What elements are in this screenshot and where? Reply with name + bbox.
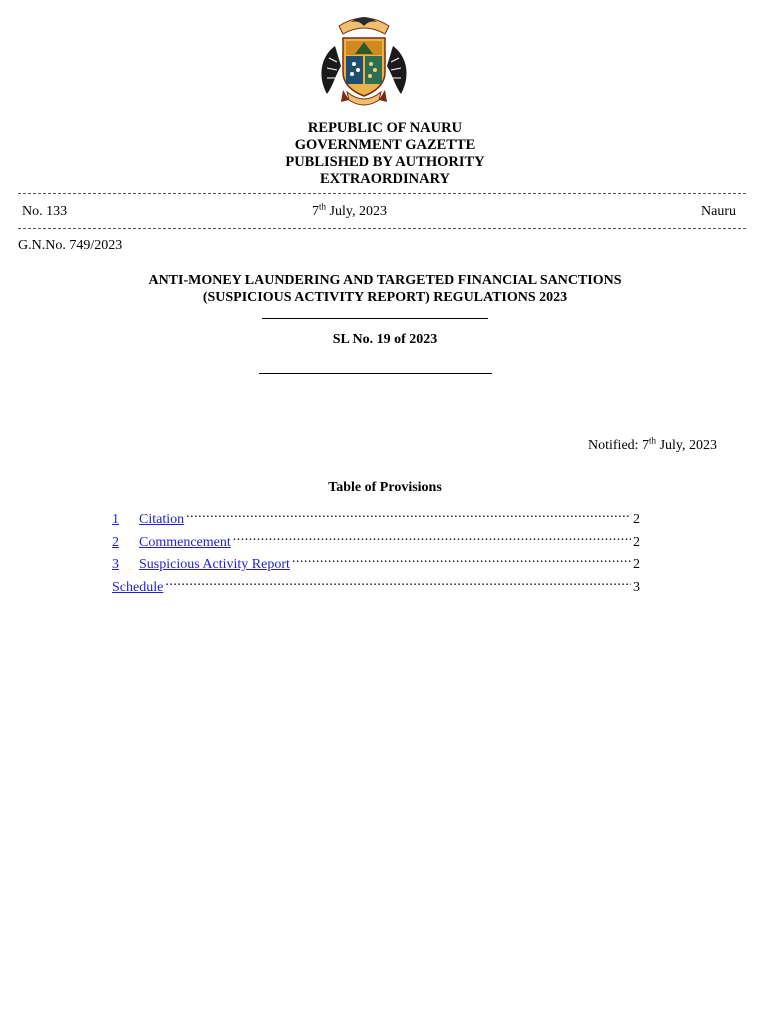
issue-day: 7 xyxy=(312,204,319,219)
coat-of-arms xyxy=(313,6,415,110)
title-line-2: (SUSPICIOUS ACTIVITY REPORT) REGULATIONS 2023 xyxy=(202,290,568,305)
divider-top xyxy=(18,193,746,194)
notice-number: G.N.No. 749/2023 xyxy=(18,238,123,253)
gazette-header xyxy=(0,120,770,188)
issue-number: No. 133 xyxy=(22,204,68,219)
sl-rule xyxy=(259,373,492,374)
header-line-2: GOVERNMENT GAZETTE xyxy=(294,137,476,153)
toc-item-citation[interactable] xyxy=(112,505,640,527)
header-line-1: REPUBLIC OF NAURU xyxy=(307,120,463,136)
toc-item-page: 3 xyxy=(633,580,640,595)
toc-item-suspicious-activity-report[interactable] xyxy=(112,550,640,572)
regulation-title xyxy=(0,272,770,306)
toc-item-page: 2 xyxy=(633,512,640,527)
toc-item-link[interactable]: Schedule xyxy=(112,580,164,595)
issue-date xyxy=(312,201,387,220)
header-line-4: EXTRAORDINARY xyxy=(320,171,450,187)
title-line-1: ANTI-MONEY LAUNDERING AND TARGETED FINANCIAL SANCTIONS xyxy=(148,273,622,288)
issue-day-suffix: th xyxy=(319,201,327,212)
divider-bottom xyxy=(18,228,746,229)
toc-item-schedule[interactable] xyxy=(112,573,640,595)
toc-item-commencement[interactable] xyxy=(112,528,640,550)
toc-leader-dots xyxy=(165,573,631,591)
notified-prefix: Notified: 7 xyxy=(588,438,650,453)
notified-rest: July, 2023 xyxy=(656,438,717,453)
toc-item-number[interactable]: 1 xyxy=(112,512,119,527)
toc-item-link[interactable]: Citation xyxy=(139,512,185,527)
notified-suffix: th xyxy=(649,435,657,446)
title-rule xyxy=(262,318,488,319)
toc-leader-dots xyxy=(186,505,631,523)
header-line-3: PUBLISHED BY AUTHORITY xyxy=(285,154,485,170)
toc-item-link[interactable]: Commencement xyxy=(139,535,231,550)
notified-date xyxy=(588,435,717,454)
issue-place: Nauru xyxy=(701,204,736,219)
issue-month-year: July, 2023 xyxy=(326,204,387,219)
toc-leader-dots xyxy=(292,550,631,568)
toc-item-number[interactable]: 3 xyxy=(112,557,119,572)
coat-of-arms-icon xyxy=(313,6,415,110)
toc-item-page: 2 xyxy=(633,535,640,550)
sl-number: SL No. 19 of 2023 xyxy=(332,332,438,347)
toc-leader-dots xyxy=(233,528,631,546)
toc-item-number[interactable]: 2 xyxy=(112,535,119,550)
toc-item-page: 2 xyxy=(633,557,640,572)
toc-heading: Table of Provisions xyxy=(328,480,442,495)
toc-item-link[interactable]: Suspicious Activity Report xyxy=(139,557,290,572)
